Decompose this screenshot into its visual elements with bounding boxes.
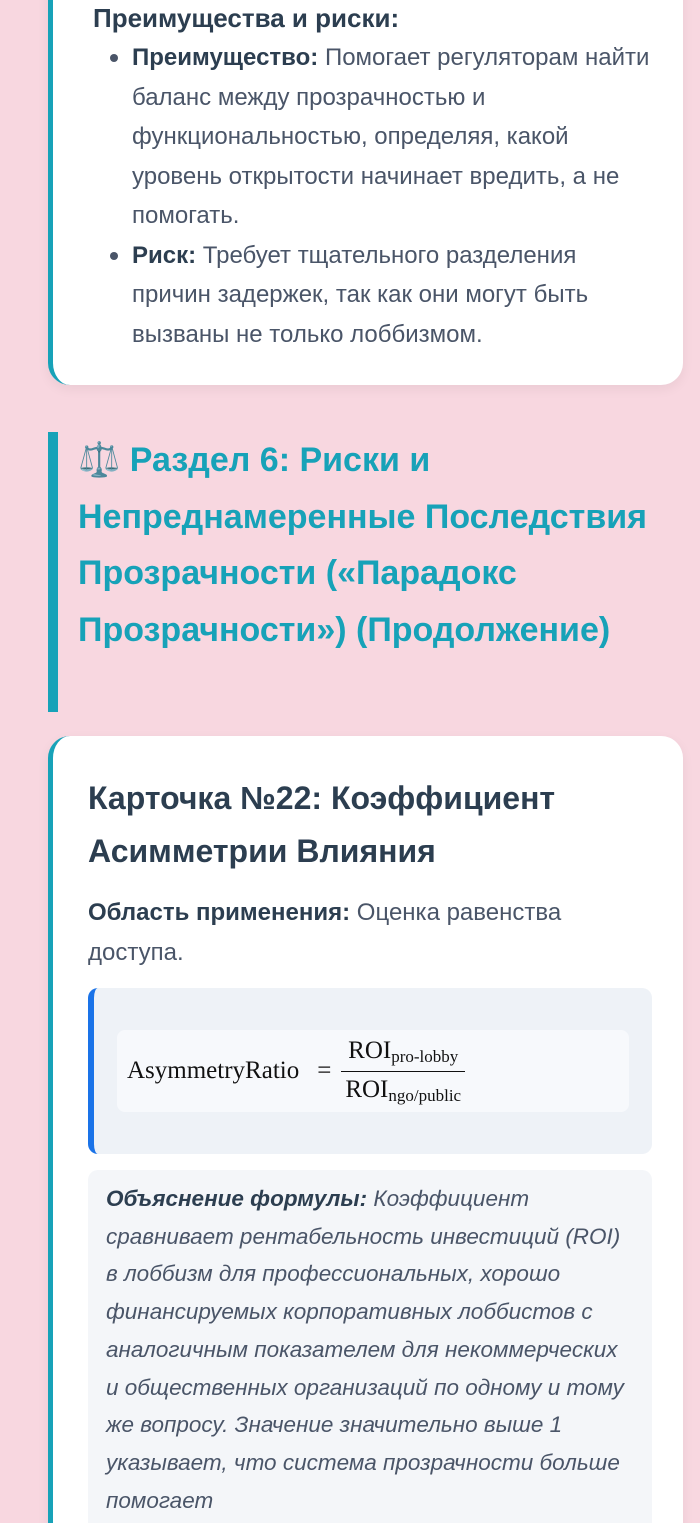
explanation-label: Объяснение формулы: [106, 1186, 368, 1211]
benefit-label: Преимущество: [132, 44, 319, 71]
scales-icon: ⚖️ [78, 441, 121, 479]
formula-numerator [344, 1037, 462, 1071]
card-title: Карточка №22: Коэффициент Асимметрии Влияния [88, 780, 556, 869]
formula-explanation [106, 1180, 634, 1519]
formula-denominator [341, 1071, 465, 1106]
benefits-risks-list [108, 38, 653, 354]
denominator-subscript: ngo/public [388, 1085, 462, 1105]
benefits-risks-heading: Преимущества и риски: [93, 3, 400, 33]
risk-text: Требует тщательного разделения причин задержек, так как они могут быть вызваны не только лоббизмом. [132, 241, 589, 348]
benefit-text: Помогает регуляторам найти баланс между прозрачностью и функциональностью, определяя, какой уровень открытости начинает вредить, а не помогать. [132, 44, 650, 229]
formula-explanation-box [88, 1170, 652, 1523]
list-item-benefit [108, 38, 653, 236]
formula-lhs: AsymmetryRatio [127, 1057, 300, 1084]
benefits-risks-card [48, 0, 683, 385]
formula-box [88, 988, 652, 1154]
list-item-risk [108, 236, 653, 355]
metric-card-22 [48, 736, 683, 1523]
section-title-text: Раздел 6: Риски и Непреднамеренные Последствия Прозрачности («Парадокс Прозрачности») (Продолжение) [78, 441, 647, 649]
numerator-base: ROI [348, 1036, 392, 1064]
card-scope [88, 893, 628, 973]
numerator-subscript: pro-lobby [391, 1046, 459, 1066]
explanation-text: Коэффициент сравнивает рентабельность инвестиций (ROI) в лоббизм для профессиональных, хорошо финансируемых корпоративных лоббистов с аналогичным показателем для некоммерческих и общественных организаций по одному и тому же вопросу. Значение значительно выше 1 указывает, что система прозрачности больше помогает [106, 1186, 624, 1513]
formula [117, 1030, 629, 1112]
formula-equals: = [317, 1057, 332, 1084]
section-header [48, 432, 648, 712]
section-title [78, 432, 648, 658]
risk-label: Риск: [132, 241, 197, 269]
formula-fraction [341, 1037, 465, 1106]
scope-text: Оценка равенства доступа. [88, 899, 562, 966]
scope-label: Область применения: [88, 899, 351, 926]
denominator-base: ROI [345, 1075, 389, 1103]
